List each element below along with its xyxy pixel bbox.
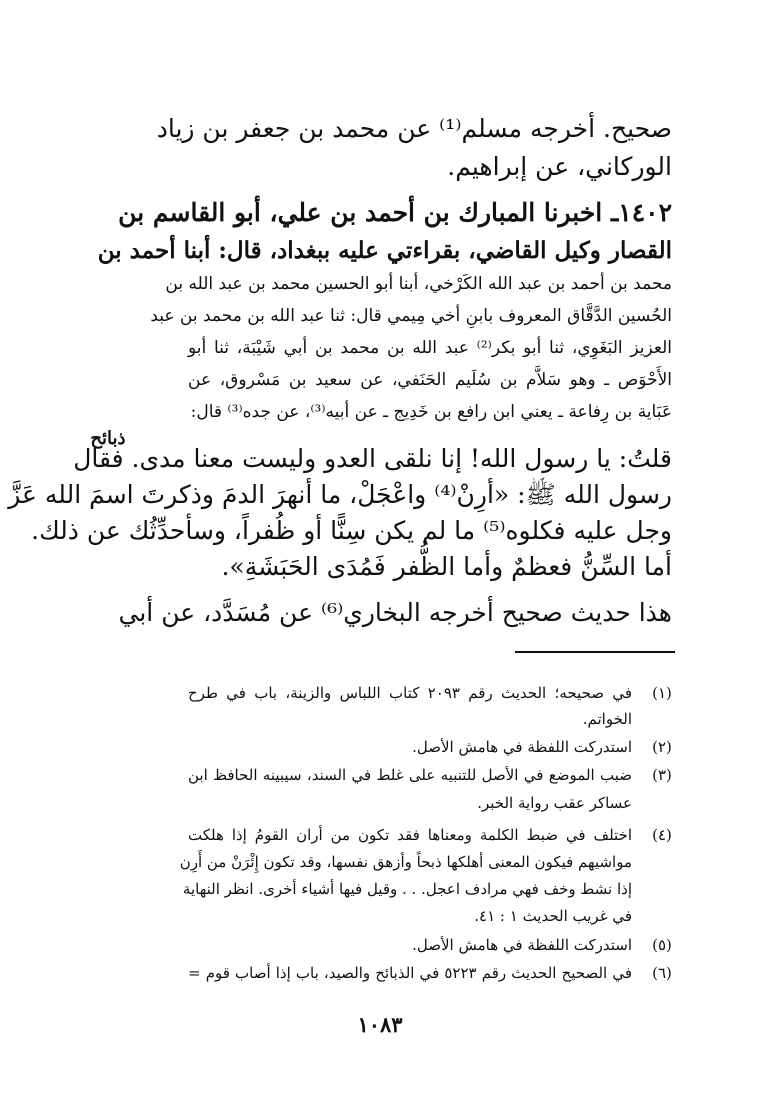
isnad-line: الأَحْوَص ـ وهو سَلاَّم بن سُلَيم الحَنَفي، عن سعيد بن مَسْروق، عن — [188, 370, 672, 390]
footnote-number: (٤) — [652, 826, 672, 844]
footnote-number: (٢) — [652, 738, 672, 756]
footnote-line: الخواتم. — [582, 710, 632, 728]
matn-line: أما السِّنُّ فعظمٌ وأما الظُّفر فَمُدَى الحَبَشَةِ». — [221, 552, 672, 581]
footnote-number: (٥) — [652, 936, 672, 954]
matn-line: وجل عليه فكلوه⁽⁵⁾ ما لم يكن سِنًّا أو ظُفراً، وسأحدِّثُك عن ذلك. — [31, 516, 672, 545]
footnote-line: في الصحيح الحديث رقم ٥٢٢٣ في الذبائح والصيد، باب إذا أصاب قوم = — [188, 964, 632, 982]
footnote-line: مواشيهم فيكون المعنى أهلكها ذبحاً وأزهق نفسها، وقد تكون إِئْرَنْ من أَرِن — [179, 853, 632, 871]
footnote-number: (٦) — [652, 964, 672, 982]
body-line: صحيح. أخرجه مسلم⁽¹⁾ عن محمد بن جعفر بن زياد — [156, 114, 672, 143]
isnad-line: العزيز البَغَوِي، ثنا أبو بكر⁽²⁾ عبد الله بن محمد بن أبي شَيْبَة، ثنا أبو — [188, 338, 672, 358]
footnote-number: (١) — [652, 684, 672, 702]
footnote-line: استدركت اللفظة في هامش الأصل. — [412, 936, 632, 954]
body-line: الوركاني، عن إبراهيم. — [447, 152, 672, 181]
isnad-line: محمد بن أحمد بن عبد الله الكَرْخي، أبنا أبو الحسين محمد بن عبد الله بن — [165, 274, 672, 294]
body-line: هذا حديث صحيح أخرجه البخاري⁽⁶⁾ عن مُسَدَّد، عن أبي — [118, 598, 672, 627]
page-number: ١٠٨٣ — [357, 1012, 403, 1037]
hadith-heading-line: القصار وكيل القاضي، بقراءتي عليه ببغداد، قال: أبنا أحمد بن — [97, 237, 672, 264]
hadith-heading-line: ١٤٠٢ـ اخبرنا المبارك بن أحمد بن علي، أبو القاسم بن — [118, 198, 672, 227]
matn-line: قلتُ: يا رسول الله! إنا نلقى العدو وليست معنا مدى. فقال — [73, 444, 672, 473]
isnad-line: الحُسين الدَّقَّاق المعروف بابنِ أخي مِيمي قال: ثنا عبد الله بن محمد بن عبد — [150, 306, 672, 326]
footnote-line: استدركت اللفظة في هامش الأصل. — [412, 738, 632, 756]
footnote-separator — [515, 651, 675, 653]
footnote-line: إذا نشط وخف فهي مرادف اعجل. . . وقيل فيها أشياء أخرى. انظر النهاية — [182, 880, 632, 898]
footnote-line: ضبب الموضع في الأصل للتنبيه على غلط في السند، سيبينه الحافظ ابن — [188, 766, 632, 784]
footnote-number: (٣) — [652, 766, 672, 784]
footnote-line: اختلف في ضبط الكلمة ومعناها فقد تكون من أران القومُ إذا هلكت — [188, 826, 632, 844]
isnad-line: عَبَاية بن رِفاعة ـ يعني ابن رافع بن خَدِيج ـ عن أبيه⁽³⁾، عن جده⁽³⁾ قال: — [190, 402, 672, 422]
matn-line: رسول الله ﷺ: «أرِنْ⁽⁴⁾ واعْجَلْ، ما أنهرَ الدمَ وذكرتَ اسمَ الله عَزَّ — [8, 480, 672, 509]
footnote-line: في غريب الحديث ١ : ٤١. — [474, 907, 632, 925]
margin-note: ذبائح — [90, 428, 126, 449]
footnote-line: عساكر عقب رواية الخبر. — [477, 794, 632, 812]
footnote-line: في صحيحه؛ الحديث رقم ٢٠٩٣ كتاب اللباس والزينة، باب في طرح — [188, 684, 632, 702]
